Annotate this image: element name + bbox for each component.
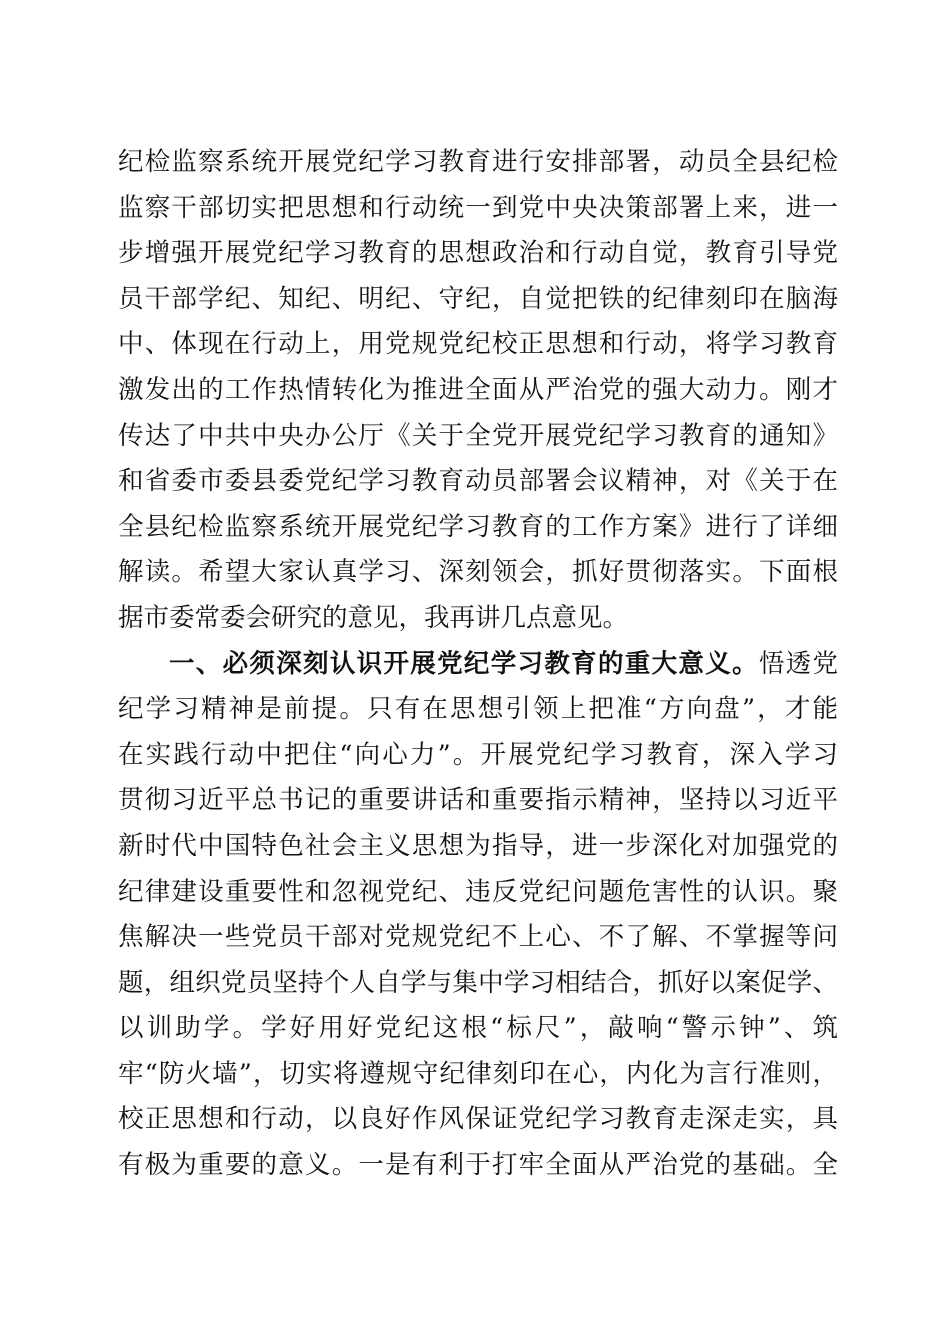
paragraph-1-line-4: 员干部学纪、知纪、明纪、守纪，自觉把铁的纪律刻印在脑海 bbox=[118, 283, 838, 314]
paragraph-2-line-5: 新时代中国特色社会主义思想为指导，进一步深化对加强党的 bbox=[118, 830, 838, 861]
paragraph-2-line-9: 以训助学。学好用好党纪这根“标尺”，敲响“警示钟”、筑 bbox=[118, 1013, 838, 1044]
paragraph-1-line-8: 和省委市委县委党纪学习教育动员部署会议精神，对《关于在 bbox=[118, 466, 838, 497]
paragraph-2-line-3: 在实践行动中把住“向心力”。开展党纪学习教育，深入学习 bbox=[118, 739, 838, 770]
paragraph-2-line-12: 有极为重要的意义。一是有利于打牢全面从严治党的基础。全 bbox=[118, 1150, 838, 1181]
paragraph-1-line-6: 激发出的工作热情转化为推进全面从严治党的强大动力。刚才 bbox=[118, 374, 838, 405]
document-body bbox=[118, 140, 838, 1189]
section-heading: 一、必须深刻认识开展党纪学习教育的重大意义。 bbox=[169, 648, 759, 679]
paragraph-1-line-2: 监察干部切实把思想和行动统一到党中央决策部署上来，进一 bbox=[118, 192, 838, 223]
paragraph-2-line-7: 焦解决一些党员干部对党规党纪不上心、不了解、不掌握等问 bbox=[118, 922, 838, 953]
paragraph-2-first-line bbox=[118, 642, 838, 688]
paragraph-1-line-10: 解读。希望大家认真学习、深刻领会，抓好贯彻落实。下面根 bbox=[118, 557, 838, 588]
paragraph-1-line-1: 纪检监察系统开展党纪学习教育进行安排部署，动员全县纪检 bbox=[118, 147, 838, 177]
paragraph-1-line-9: 全县纪检监察系统开展党纪学习教育的工作方案》进行了详细 bbox=[118, 511, 838, 542]
paragraph-1-line-11: 据市委常委会研究的意见，我再讲几点意见。 bbox=[118, 602, 629, 633]
paragraph-1-line-7: 传达了中共中央办公厅《关于全党开展党纪学习教育的通知》 bbox=[118, 420, 838, 451]
paragraph-1-line-5: 中、体现在行动上，用党规党纪校正思想和行动，将学习教育 bbox=[118, 329, 838, 360]
paragraph-2-line-2: 纪学习精神是前提。只有在思想引领上把准“方向盘”，才能 bbox=[118, 694, 838, 725]
paragraph-2-line-6: 纪律建设重要性和忽视党纪、违反党纪问题危害性的认识。聚 bbox=[118, 876, 838, 907]
paragraph-2-first-line-rest: 悟透党 bbox=[758, 648, 838, 679]
paragraph-2-line-4: 贯彻习近平总书记的重要讲话和重要指示精神，坚持以习近平 bbox=[118, 785, 838, 816]
paragraph-2-line-11: 校正思想和行动，以良好作风保证党纪学习教育走深走实，具 bbox=[118, 1104, 838, 1135]
paragraph-2-line-8: 题，组织党员坚持个人自学与集中学习相结合，抓好以案促学、 bbox=[118, 967, 838, 998]
paragraph-1-line-3: 步增强开展党纪学习教育的思想政治和行动自觉，教育引导党 bbox=[118, 238, 838, 269]
paragraph-2-line-10: 牢“防火墙”，切实将遵规守纪律刻印在心，内化为言行准则， bbox=[118, 1058, 838, 1089]
